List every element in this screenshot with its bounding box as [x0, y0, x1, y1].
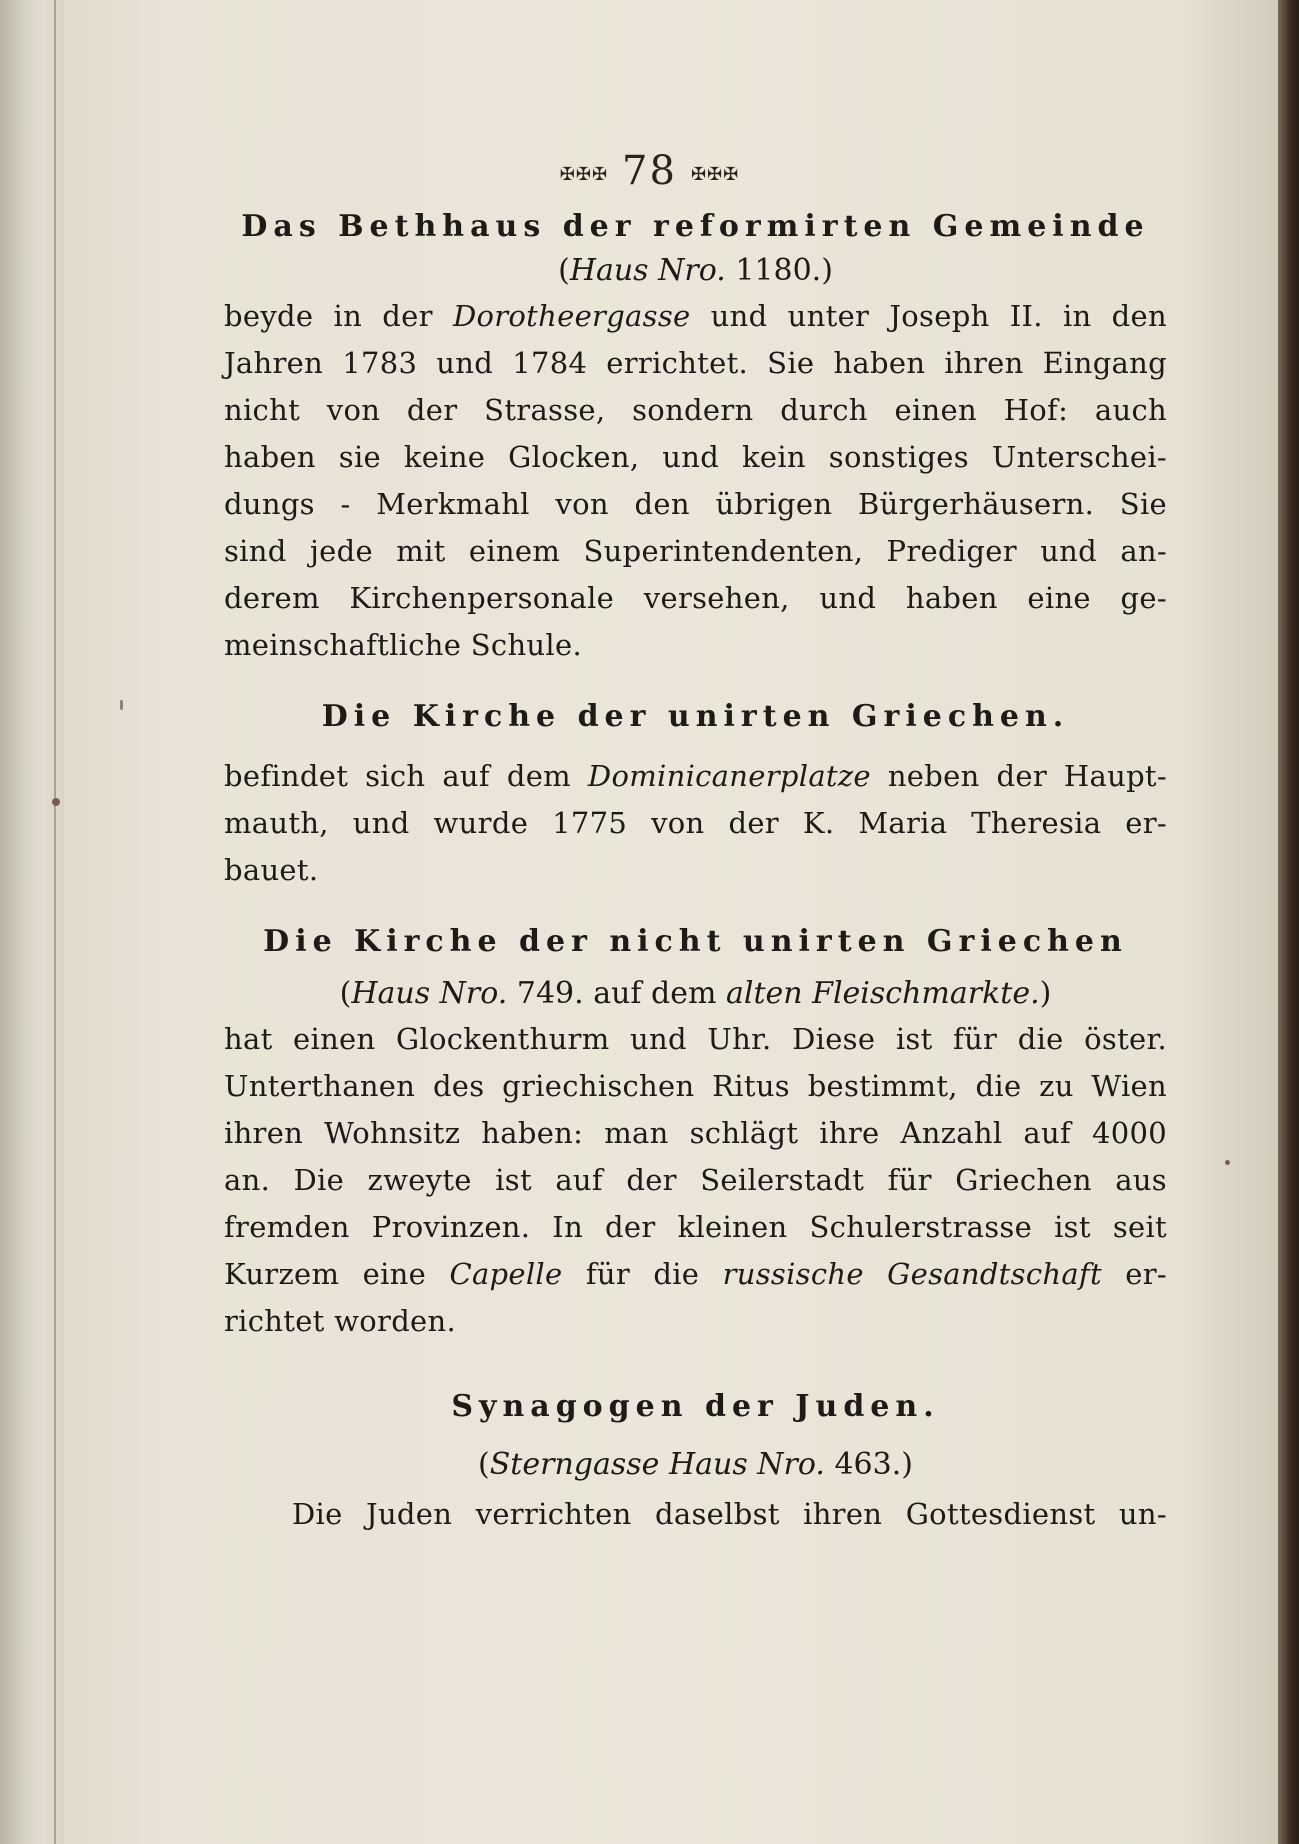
section-paragraph — [224, 1016, 1167, 1345]
header-ornament-left: ✠✠✠ — [559, 163, 609, 185]
text-line: dungs - Merkmahl von den übrigen Bürgerhäusern. Sie — [224, 487, 1167, 521]
text-line: sind jede mit einem Superintendenten, Prediger und an- — [224, 534, 1167, 568]
paper-speck — [1225, 1160, 1230, 1165]
section-subheading: (Haus Nro. 749. auf dem alten Fleischmarkte.) — [339, 976, 1052, 1011]
section-subheading: (Sterngasse Haus Nro. 463.) — [478, 1447, 913, 1482]
section-subheading: (Haus Nro. 1180.) — [558, 253, 833, 288]
paper-speck — [120, 700, 123, 710]
text-line: bauet. — [224, 853, 319, 887]
text-line: an. Die zweyte ist auf der Seilerstadt für Griechen aus — [224, 1163, 1167, 1197]
text-line: fremden Provinzen. In der kleinen Schulerstrasse ist seit — [224, 1210, 1167, 1244]
page-header — [0, 148, 1299, 194]
section-heading: Die Kirche der unirten Griechen. — [321, 699, 1070, 734]
text-line: nicht von der Strasse, sondern durch einen Hof: auch — [224, 393, 1167, 427]
text-line: ihren Wohnsitz haben: man schlägt ihre Anzahl auf 4000 — [224, 1116, 1167, 1150]
header-ornament-right: ✠✠✠ — [690, 163, 740, 185]
gutter-line — [54, 0, 56, 1844]
page-number: 78 — [622, 148, 677, 194]
text-line: mauth, und wurde 1775 von der K. Maria Theresia er- — [224, 806, 1167, 840]
section-heading: Synagogen der Juden. — [451, 1389, 940, 1424]
text-line: meinschaftliche Schule. — [224, 628, 582, 662]
section-paragraph — [224, 1491, 1167, 1538]
text-line: hat einen Glockenthurm und Uhr. Diese ist für die öster. — [224, 1022, 1167, 1056]
text-line: richtet worden. — [224, 1304, 457, 1338]
text-line: derem Kirchenpersonale versehen, und haben eine ge- — [224, 581, 1167, 615]
text-line: Kurzem eine Capelle für die russische Gesandtschaft er- — [224, 1257, 1167, 1291]
text-line: Unterthanen des griechischen Ritus bestimmt, die zu Wien — [224, 1069, 1167, 1103]
text-line: Jahren 1783 und 1784 errichtet. Sie haben ihren Eingang — [224, 346, 1167, 380]
text-line: haben sie keine Glocken, und kein sonstiges Unterschei- — [224, 440, 1167, 474]
section-paragraph — [224, 753, 1167, 894]
page-edge — [1278, 0, 1299, 1844]
page-body — [224, 205, 1167, 1538]
section-heading: Die Kirche der nicht unirten Griechen — [263, 924, 1128, 959]
section-heading: Das Bethhaus der reformirten Gemeinde — [241, 209, 1150, 244]
text-line: befindet sich auf dem Dominicanerplatze neben der Haupt- — [224, 759, 1167, 793]
section-paragraph — [224, 293, 1167, 669]
text-line: beyde in der Dorotheergasse und unter Joseph II. in den — [224, 299, 1167, 333]
paper-speck — [52, 798, 60, 806]
text-line: Die Juden verrichten daselbst ihren Gottesdienst un- — [292, 1497, 1167, 1531]
